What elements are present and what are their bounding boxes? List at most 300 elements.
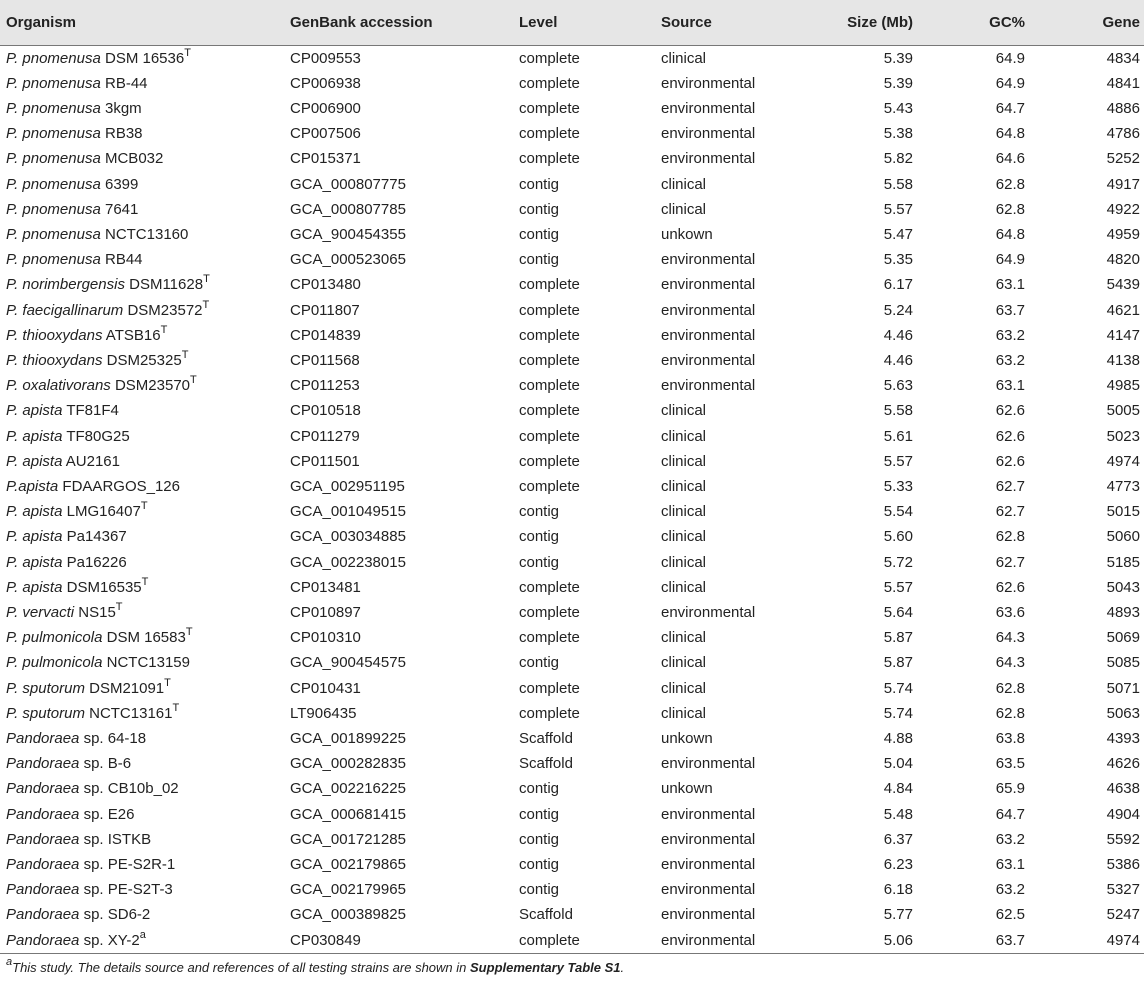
cell-source: clinical xyxy=(661,578,707,596)
strain-name: TF81F4 xyxy=(62,402,119,420)
cell-level: contig xyxy=(519,251,560,269)
cell-size: 6.23 xyxy=(883,856,913,873)
cell-source: environmental xyxy=(661,856,756,873)
cell-size: 4.88 xyxy=(883,729,913,747)
cell-size: 5.82 xyxy=(883,150,913,168)
strain-marker: T xyxy=(160,323,168,336)
cell-size: 5.47 xyxy=(883,225,913,243)
cell-level: complete xyxy=(519,629,580,647)
table-row xyxy=(0,197,1144,222)
cell-level: complete xyxy=(519,578,580,596)
strain-name: DSM21091 xyxy=(84,679,165,697)
cell-gc: 63.7 xyxy=(995,301,1025,319)
species-name: Pandoraea xyxy=(6,830,80,848)
cell-gene: 5071 xyxy=(1106,679,1140,697)
cell-organism xyxy=(0,96,284,121)
table-row xyxy=(0,121,1144,146)
strain-name: AU2161 xyxy=(62,452,120,470)
cell-gene: 4138 xyxy=(1106,351,1140,369)
cell-size: 6.17 xyxy=(883,276,913,294)
cell-organism xyxy=(0,726,284,751)
cell-gc: 63.2 xyxy=(995,881,1025,899)
cell-gc: 64.3 xyxy=(995,654,1025,672)
strain-name: Pa16226 xyxy=(62,553,127,571)
cell-organism xyxy=(0,575,284,600)
cell-level: complete xyxy=(519,377,580,395)
cell-source: environmental xyxy=(661,351,756,369)
cell-gc: 63.1 xyxy=(995,856,1025,873)
table-row xyxy=(0,902,1144,927)
species-name: P. pnomenusa xyxy=(6,150,101,168)
cell-accession: CP030849 xyxy=(284,928,513,954)
cell-gene: 5327 xyxy=(1106,881,1140,899)
cell-organism xyxy=(0,499,284,524)
strain-marker: T xyxy=(181,348,189,361)
species-name: P. pnomenusa xyxy=(6,251,101,269)
cell-level: complete xyxy=(519,150,580,168)
species-name: P. apista xyxy=(6,503,63,521)
footnote-reference: Supplementary Table S1 xyxy=(470,959,621,975)
species-name: Pandoraea xyxy=(6,906,80,924)
cell-gc: 63.1 xyxy=(995,276,1025,294)
table-row xyxy=(0,172,1144,197)
cell-accession: GCA_002238015 xyxy=(290,553,406,571)
table-row xyxy=(0,650,1144,675)
strain-name: sp. ISTKB xyxy=(79,830,152,848)
cell-level: contig xyxy=(519,881,560,899)
species-name: Pandoraea xyxy=(6,780,80,798)
cell-level: complete xyxy=(519,351,580,369)
table-row xyxy=(0,222,1144,247)
cell-gene: 4886 xyxy=(1106,99,1140,117)
strain-name: Pa14367 xyxy=(62,528,127,546)
species-name: P.apista xyxy=(6,477,59,495)
cell-gc: 63.6 xyxy=(995,603,1025,621)
cell-organism xyxy=(0,45,284,71)
cell-source: environmental xyxy=(661,150,756,168)
cell-source: environmental xyxy=(661,603,756,621)
cell-gc: 65.9 xyxy=(995,780,1025,798)
cell-level: Scaffold xyxy=(519,906,573,924)
cell-accession: CP010310 xyxy=(290,629,361,647)
cell-size: 5.57 xyxy=(883,200,913,218)
column-header-size: Size (Mb) xyxy=(813,0,917,45)
cell-organism xyxy=(0,802,284,827)
cell-gene: 4893 xyxy=(1106,603,1140,621)
species-name: P. thiooxydans xyxy=(6,326,103,344)
cell-gene: 4638 xyxy=(1106,780,1140,798)
cell-gc: 64.9 xyxy=(995,251,1025,269)
cell-level: Scaffold xyxy=(519,755,573,773)
table-row xyxy=(0,877,1144,902)
strain-name: DSM 16536 xyxy=(100,49,185,67)
cell-gene: 5005 xyxy=(1106,402,1140,420)
cell-source: environmental xyxy=(661,326,756,344)
cell-accession: CP011253 xyxy=(290,377,360,395)
cell-gc: 63.2 xyxy=(995,830,1025,848)
table-row xyxy=(0,524,1144,549)
table-row xyxy=(0,323,1144,348)
cell-gene: 5069 xyxy=(1106,629,1140,647)
cell-gene: 4974 xyxy=(1029,928,1144,954)
species-name: Pandoraea xyxy=(6,805,80,823)
strain-name: sp. PE-S2T-3 xyxy=(79,881,173,899)
cell-gc: 64.9 xyxy=(995,49,1025,67)
cell-organism xyxy=(0,650,284,675)
cell-accession: CP011568 xyxy=(290,351,360,369)
cell-source: environmental xyxy=(655,928,813,954)
cell-organism xyxy=(0,852,284,877)
cell-gene: 4786 xyxy=(1106,125,1140,143)
cell-organism xyxy=(0,902,284,927)
cell-size: 5.06 xyxy=(813,928,917,954)
cell-gene: 5015 xyxy=(1106,503,1140,521)
strain-marker: T xyxy=(164,676,171,689)
cell-source: environmental xyxy=(661,377,756,395)
table-row xyxy=(0,424,1144,449)
cell-accession: CP006938 xyxy=(290,74,361,92)
cell-accession: GCA_001049515 xyxy=(290,503,406,521)
table-body xyxy=(0,45,1144,953)
cell-size: 6.18 xyxy=(883,881,913,899)
cell-level: contig xyxy=(519,654,560,672)
table-header-row xyxy=(0,0,1144,45)
cell-source: clinical xyxy=(661,528,707,546)
cell-gc: 62.7 xyxy=(995,553,1025,571)
cell-level: Scaffold xyxy=(519,729,573,747)
strain-name: MCB032 xyxy=(100,150,164,168)
strain-marker: T xyxy=(184,46,191,59)
column-header-level: Level xyxy=(513,0,655,45)
cell-level: complete xyxy=(519,427,580,445)
cell-accession: CP015371 xyxy=(290,150,361,168)
strain-marker: T xyxy=(185,626,193,639)
strain-marker: T xyxy=(140,500,148,513)
cell-accession: CP007506 xyxy=(290,125,361,143)
cell-accession: CP010518 xyxy=(290,402,361,420)
cell-gene: 4626 xyxy=(1106,755,1140,773)
cell-gc: 62.6 xyxy=(995,452,1025,470)
cell-size: 5.64 xyxy=(883,603,913,621)
cell-source: clinical xyxy=(661,427,707,445)
cell-accession: GCA_002216225 xyxy=(290,780,406,798)
cell-source: clinical xyxy=(661,704,707,722)
strain-name: ATSB16 xyxy=(102,326,161,344)
cell-organism xyxy=(0,247,284,272)
cell-source: environmental xyxy=(661,830,756,848)
cell-gene: 4820 xyxy=(1106,251,1140,269)
cell-size: 5.24 xyxy=(883,301,913,319)
table-footnote xyxy=(0,954,1144,975)
cell-gc: 62.5 xyxy=(995,906,1025,924)
species-name: P. sputorum xyxy=(6,704,85,722)
cell-level: complete xyxy=(519,452,580,470)
cell-size: 6.37 xyxy=(883,830,913,848)
cell-gc: 63.2 xyxy=(995,326,1025,344)
cell-source: clinical xyxy=(661,654,707,672)
cell-source: environmental xyxy=(661,805,756,823)
strain-name: NCTC13159 xyxy=(102,654,190,672)
species-name: P. sputorum xyxy=(6,679,85,697)
cell-accession: GCA_001899225 xyxy=(290,729,406,747)
cell-source: clinical xyxy=(661,452,707,470)
cell-source: clinical xyxy=(661,679,707,697)
table-row xyxy=(0,45,1144,71)
cell-organism xyxy=(0,625,284,650)
cell-accession: CP009553 xyxy=(290,49,361,67)
cell-organism xyxy=(0,776,284,801)
strain-name: RB38 xyxy=(100,125,143,143)
species-name: P. norimbergensis xyxy=(6,276,125,294)
cell-level: contig xyxy=(519,830,560,848)
cell-source: clinical xyxy=(661,629,707,647)
cell-gc: 64.3 xyxy=(995,629,1025,647)
cell-source: clinical xyxy=(661,503,707,521)
column-header-organism: Organism xyxy=(0,0,284,45)
cell-gene: 5439 xyxy=(1106,276,1140,294)
column-header-gc: GC% xyxy=(917,0,1029,45)
table-row xyxy=(0,398,1144,423)
species-name: P. apista xyxy=(6,402,63,420)
cell-organism xyxy=(0,751,284,776)
cell-accession: GCA_000282835 xyxy=(290,755,406,773)
species-name: Pandoraea xyxy=(6,931,80,949)
strain-name: 3kgm xyxy=(100,99,142,117)
cell-organism xyxy=(0,323,284,348)
species-name: P. pnomenusa xyxy=(6,49,101,67)
cell-source: environmental xyxy=(661,125,756,143)
cell-source: unkown xyxy=(661,780,713,798)
cell-source: environmental xyxy=(661,881,756,899)
strain-name: sp. 64-18 xyxy=(79,729,147,747)
species-name: P. pnomenusa xyxy=(6,175,101,193)
cell-source: unkown xyxy=(661,729,713,747)
cell-gene: 5060 xyxy=(1106,528,1140,546)
cell-organism xyxy=(0,172,284,197)
strain-name: 6399 xyxy=(100,175,139,193)
cell-level: contig xyxy=(519,856,560,873)
cell-organism xyxy=(0,71,284,96)
strain-name: sp. XY-2 xyxy=(79,931,140,949)
cell-gene: 4834 xyxy=(1106,49,1140,67)
table-row xyxy=(0,272,1144,297)
cell-accession: CP011807 xyxy=(290,301,360,319)
cell-size: 5.39 xyxy=(883,49,913,67)
species-name: Pandoraea xyxy=(6,755,80,773)
cell-organism xyxy=(0,373,284,398)
cell-gene: 4904 xyxy=(1106,805,1140,823)
cell-organism xyxy=(0,348,284,373)
cell-organism xyxy=(0,928,284,954)
table-row xyxy=(0,298,1144,323)
cell-source: environmental xyxy=(661,755,756,773)
cell-level: complete xyxy=(519,704,580,722)
strain-name: NCTC13160 xyxy=(100,225,189,243)
cell-level: contig xyxy=(519,780,560,798)
cell-source: environmental xyxy=(661,276,756,294)
species-name: P. pnomenusa xyxy=(6,225,101,243)
cell-accession: CP013480 xyxy=(290,276,361,294)
species-name: P. pulmonicola xyxy=(6,629,103,647)
table-row xyxy=(0,499,1144,524)
cell-level: contig xyxy=(519,528,560,546)
cell-level: complete xyxy=(519,402,580,420)
cell-gc: 62.7 xyxy=(995,503,1025,521)
cell-accession: GCA_001721285 xyxy=(290,830,406,848)
cell-gc: 62.8 xyxy=(995,175,1025,193)
species-name: Pandoraea xyxy=(6,729,80,747)
cell-organism xyxy=(0,424,284,449)
cell-accession: CP014839 xyxy=(290,326,361,344)
cell-gene: 4922 xyxy=(1106,200,1140,218)
cell-gc: 63.7 xyxy=(917,928,1029,954)
cell-source: clinical xyxy=(661,477,707,495)
cell-gc: 63.8 xyxy=(995,729,1025,747)
cell-level: complete xyxy=(519,301,580,319)
species-name: P. oxalativorans xyxy=(6,377,111,395)
cell-gc: 62.6 xyxy=(995,402,1025,420)
species-name: P. vervacti xyxy=(6,603,75,621)
cell-accession: LT906435 xyxy=(290,704,357,722)
cell-gene: 5085 xyxy=(1106,654,1140,672)
cell-accession: GCA_000807775 xyxy=(290,175,406,193)
cell-level: complete xyxy=(519,125,580,143)
cell-source: environmental xyxy=(661,99,756,117)
cell-level: complete xyxy=(519,49,580,67)
table-row xyxy=(0,852,1144,877)
cell-size: 5.57 xyxy=(883,452,913,470)
cell-gc: 62.8 xyxy=(995,679,1025,697)
cell-gc: 64.6 xyxy=(995,150,1025,168)
cell-gc: 62.8 xyxy=(995,704,1025,722)
cell-accession: CP006900 xyxy=(290,99,361,117)
strain-name: 7641 xyxy=(100,200,139,218)
cell-size: 5.43 xyxy=(883,99,913,117)
cell-gc: 64.7 xyxy=(995,805,1025,823)
cell-source: environmental xyxy=(661,74,756,92)
strain-marker: T xyxy=(141,575,149,588)
cell-size: 5.87 xyxy=(883,654,913,672)
cell-gc: 64.7 xyxy=(995,99,1025,117)
cell-level: complete xyxy=(519,99,580,117)
cell-accession: GCA_003034885 xyxy=(290,528,406,546)
cell-size: 5.57 xyxy=(883,578,913,596)
cell-organism xyxy=(0,524,284,549)
cell-size: 5.63 xyxy=(883,377,913,395)
table-row xyxy=(0,474,1144,499)
cell-size: 4.46 xyxy=(883,351,913,369)
cell-accession: GCA_000523065 xyxy=(290,251,406,269)
cell-organism xyxy=(0,449,284,474)
strain-name: sp. CB10b_02 xyxy=(79,780,179,798)
cell-level: contig xyxy=(519,805,560,823)
column-header-gene: Gene xyxy=(1029,0,1144,45)
cell-level: contig xyxy=(519,225,560,243)
cell-organism xyxy=(0,146,284,171)
cell-level: complete xyxy=(519,477,580,495)
table-row xyxy=(0,247,1144,272)
cell-size: 5.48 xyxy=(883,805,913,823)
strain-name: RB44 xyxy=(100,251,143,269)
cell-gene: 5386 xyxy=(1106,856,1140,873)
cell-size: 5.74 xyxy=(883,679,913,697)
column-header-accession: GenBank accession xyxy=(284,0,513,45)
cell-gene: 5043 xyxy=(1106,578,1140,596)
cell-gc: 62.6 xyxy=(995,427,1025,445)
cell-organism xyxy=(0,877,284,902)
table-row xyxy=(0,701,1144,726)
table-row xyxy=(0,802,1144,827)
cell-size: 4.84 xyxy=(883,780,913,798)
cell-source: clinical xyxy=(661,200,707,218)
footnote-text: This study. The details source and references of all testing strains are shown in xyxy=(12,959,471,975)
strain-name: sp. B-6 xyxy=(79,755,132,773)
cell-organism xyxy=(0,197,284,222)
cell-size: 5.72 xyxy=(883,553,913,571)
species-name: P. pnomenusa xyxy=(6,125,101,143)
cell-gc: 64.8 xyxy=(995,125,1025,143)
cell-source: clinical xyxy=(661,175,707,193)
cell-organism xyxy=(0,676,284,701)
cell-source: unkown xyxy=(661,225,713,243)
cell-source: clinical xyxy=(661,49,707,67)
cell-accession: CP013481 xyxy=(290,578,361,596)
cell-organism xyxy=(0,701,284,726)
cell-gene: 5023 xyxy=(1106,427,1140,445)
cell-gene: 5252 xyxy=(1106,150,1140,168)
cell-gc: 62.7 xyxy=(995,477,1025,495)
table-row xyxy=(0,71,1144,96)
cell-source: environmental xyxy=(661,301,756,319)
strain-name: NS15 xyxy=(74,603,116,621)
strain-marker: T xyxy=(115,600,123,613)
cell-gc: 63.1 xyxy=(995,377,1025,395)
cell-organism xyxy=(0,474,284,499)
table-row xyxy=(0,751,1144,776)
cell-size: 5.58 xyxy=(883,402,913,420)
strain-name: RB-44 xyxy=(100,74,148,92)
cell-level: contig xyxy=(519,200,560,218)
strain-name: DSM16535 xyxy=(62,578,142,596)
species-name: Pandoraea xyxy=(6,881,80,899)
strain-name: LMG16407 xyxy=(62,503,141,521)
table-row xyxy=(0,928,1144,954)
cell-size: 5.87 xyxy=(883,629,913,647)
strain-marker: T xyxy=(190,374,197,387)
cell-source: clinical xyxy=(661,553,707,571)
cell-accession: GCA_900454575 xyxy=(290,654,406,672)
cell-accession: CP010897 xyxy=(290,603,361,621)
cell-gene: 4841 xyxy=(1106,74,1140,92)
table-row xyxy=(0,550,1144,575)
cell-organism xyxy=(0,272,284,297)
column-header-source: Source xyxy=(655,0,813,45)
table-row xyxy=(0,449,1144,474)
species-name: P. pulmonicola xyxy=(6,654,103,672)
table-row xyxy=(0,96,1144,121)
cell-level: complete xyxy=(513,928,655,954)
cell-gc: 63.2 xyxy=(995,351,1025,369)
cell-gene: 4393 xyxy=(1106,729,1140,747)
cell-gene: 4985 xyxy=(1106,377,1140,395)
cell-gene: 4773 xyxy=(1106,477,1140,495)
species-name: Pandoraea xyxy=(6,856,80,873)
cell-gene: 4917 xyxy=(1106,175,1140,193)
cell-gene: 4147 xyxy=(1106,326,1140,344)
table-row xyxy=(0,373,1144,398)
cell-size: 4.46 xyxy=(883,326,913,344)
species-name: P. apista xyxy=(6,427,63,445)
